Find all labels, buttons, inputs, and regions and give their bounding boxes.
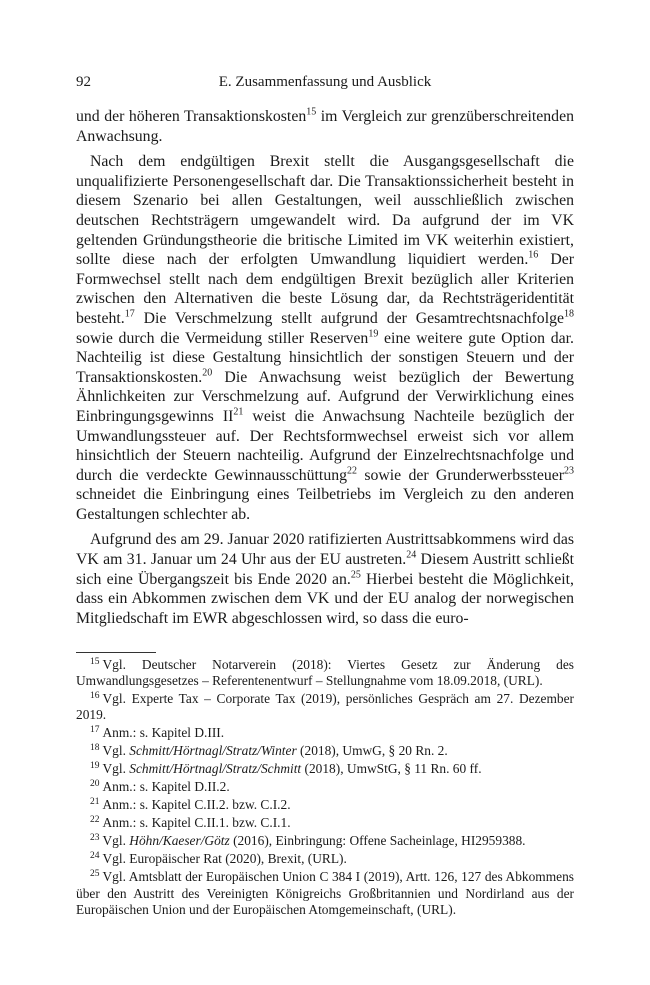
running-head bbox=[76, 72, 574, 92]
footnote-text: Anm.: s. Kapitel D.II.2. bbox=[102, 779, 230, 795]
footnote-number: 24 bbox=[90, 850, 100, 861]
footnote-author: Höhn/Kaeser/Götz bbox=[129, 833, 230, 849]
text-run: sowie der Grunderwerbssteuer bbox=[357, 466, 564, 484]
text-run: schneidet die Einbringung eines Teilbetriebs im Vergleich zu den anderen Gestaltungen schlechter ab. bbox=[76, 486, 574, 523]
footnote-ref: 21 bbox=[233, 406, 244, 418]
footnote-number: 21 bbox=[90, 796, 100, 807]
footnote-number: 25 bbox=[90, 868, 100, 879]
footnote bbox=[76, 869, 574, 918]
footnote-ref: 23 bbox=[564, 465, 574, 477]
footnote bbox=[76, 815, 574, 831]
text-run: weist die Anwachsung Nachteile bezüglich der Umwandlungssteuer auf. Der Rechtsformwechsel erweist sich vor allem hinsichtlich der Steuern nachteilig. Aufgrund der Einzelrechtsnachfolge und durch die verdeckte Gewinnausschüttung bbox=[76, 407, 575, 484]
footnote bbox=[76, 779, 574, 795]
footnote-number: 16 bbox=[90, 690, 100, 701]
footnote bbox=[76, 743, 574, 759]
footnote-author: Schmitt/Hörtnagl/Stratz/Winter bbox=[129, 743, 297, 759]
footnote-text: Vgl. Amtsblatt der Europäischen Union C 384 I (2019), Artt. 126, 127 des Abkommens über den Austritt des Vereinigten Königreichs Großbritannien und Nordirland aus der Europäischen Union und der Europäischen Atomgemeinschaft, (URL). bbox=[76, 869, 574, 917]
page-number: 92 bbox=[76, 74, 91, 90]
text-run: Die Anwachsung weist bezüglich der Bewertung Ähnlichkeiten zur Verschmelzung auf. Aufgrund der Verwirklichung eines Einbringungsgewinns II bbox=[76, 368, 574, 425]
footnote bbox=[76, 761, 574, 777]
text-run: Diesem Austritt schließt sich eine Übergangszeit bis Ende 2020 an. bbox=[76, 551, 574, 588]
paragraph bbox=[76, 107, 574, 146]
footnote bbox=[76, 725, 574, 741]
footnote-text: (2018), UmwStG, § 11 Rn. 60 ff. bbox=[301, 761, 482, 777]
footnote-ref: 18 bbox=[564, 308, 574, 320]
footnote bbox=[76, 691, 574, 723]
text-run: Die Verschmelzung stellt aufgrund der Gesamtrechtsnachfolge bbox=[134, 309, 564, 327]
footnote bbox=[76, 851, 574, 867]
footnote-text: (2016), Einbringung: Offene Sacheinlage, HI2959388. bbox=[229, 833, 526, 849]
footnote-number: 15 bbox=[90, 656, 100, 667]
footnote-number: 23 bbox=[90, 832, 100, 843]
text-run: sowie durch die Vermeidung stiller Reserven bbox=[76, 329, 369, 347]
footnote-ref: 15 bbox=[306, 106, 317, 118]
footnote-text: Vgl. bbox=[102, 761, 130, 777]
body-text bbox=[76, 107, 574, 628]
footnote-text: Anm.: s. Kapitel D.III. bbox=[102, 725, 225, 741]
footnote bbox=[76, 797, 574, 813]
footnote bbox=[76, 833, 574, 849]
footnote-text: Vgl. Experte Tax – Corporate Tax (2019), persönliches Gespräch am 27. Dezember 2019. bbox=[76, 691, 574, 723]
footnote-text: (2018), UmwG, § 20 Rn. 2. bbox=[296, 743, 448, 759]
text-run: im Vergleich zur grenzüberschreitenden Anwachsung. bbox=[76, 108, 574, 145]
paragraph bbox=[76, 152, 574, 524]
footnote-text: Vgl. bbox=[102, 833, 130, 849]
paragraph bbox=[76, 530, 574, 628]
text-run: Aufgrund des am 29. Januar 2020 ratifizierten Austrittsabkommens wird das VK am 31. Januar um 24 Uhr aus der EU austreten. bbox=[76, 531, 574, 569]
footnote-author: Schmitt/Hörtnagl/Stratz/Schmitt bbox=[129, 761, 302, 777]
footnote-number: 20 bbox=[90, 778, 100, 789]
text-run: Der Formwechsel stellt nach dem endgültigen Brexit bezüglich aller Kriterien zwischen den Alternativen die beste Lösung dar, da Rechtsträgeridentität besteht. bbox=[76, 251, 574, 327]
footnote bbox=[76, 657, 574, 689]
footnote-text: Vgl. Europäischer Rat (2020), Brexit, (URL). bbox=[102, 851, 347, 867]
footnote-ref: 16 bbox=[528, 249, 539, 261]
footnote-number: 17 bbox=[90, 724, 100, 735]
footnote-number: 19 bbox=[90, 760, 100, 771]
footnote-text: Anm.: s. Kapitel C.II.1. bzw. C.I.1. bbox=[102, 815, 291, 831]
footnote-ref: 20 bbox=[202, 367, 213, 379]
footnote-text: Vgl. bbox=[102, 743, 130, 759]
footnote-number: 22 bbox=[90, 814, 100, 825]
text-run: und der höheren Transaktionskosten bbox=[76, 108, 307, 125]
footnotes bbox=[76, 657, 574, 920]
footnote-ref: 19 bbox=[368, 328, 379, 340]
footnote-number: 18 bbox=[90, 742, 100, 753]
footnote-separator bbox=[76, 652, 156, 653]
footnote-ref: 24 bbox=[406, 549, 417, 561]
footnote-ref: 17 bbox=[124, 308, 135, 320]
running-title: E. Zusammenfassung und Ausblick bbox=[218, 74, 432, 90]
footnote-ref: 22 bbox=[347, 465, 358, 477]
footnote-ref: 25 bbox=[350, 569, 361, 581]
footnote-text: Vgl. Deutscher Notarverein (2018): Viertes Gesetz zur Änderung des Umwandlungsgesetzes – Referentenentwurf – Stellungnahme vom 18.09.2018, (URL). bbox=[76, 657, 574, 689]
text-run: Nach dem endgültigen Brexit stellt die Ausgangsgesellschaft die unqualifizierte Personengesellschaft dar. Die Transaktionssicherheit besteht in diesem Szenario bei allen Gestaltungen, weil ausschließlich zwischen deutschen Rechtsträgern umgewandelt wird. Da aufgrund der im VK geltenden Gründungstheorie die britische Limited im VK weiterhin existiert, sollte diese nach der erfolgten Umwandlung liquidiert werden. bbox=[76, 153, 574, 269]
footnote-text: Anm.: s. Kapitel C.II.2. bzw. C.I.2. bbox=[102, 797, 291, 813]
text-run: eine weitere gute Option dar. Nachteilig ist diese Gestaltung hinsichtlich der sonstigen Steuern und der Transaktionskosten. bbox=[76, 329, 574, 386]
text-run: Hierbei besteht die Möglichkeit, dass ein Abkommen zwischen dem VK und der EU analog der norwegischen Mitgliedschaft im EWR abgeschlossen wird, so dass die euro- bbox=[76, 570, 574, 627]
